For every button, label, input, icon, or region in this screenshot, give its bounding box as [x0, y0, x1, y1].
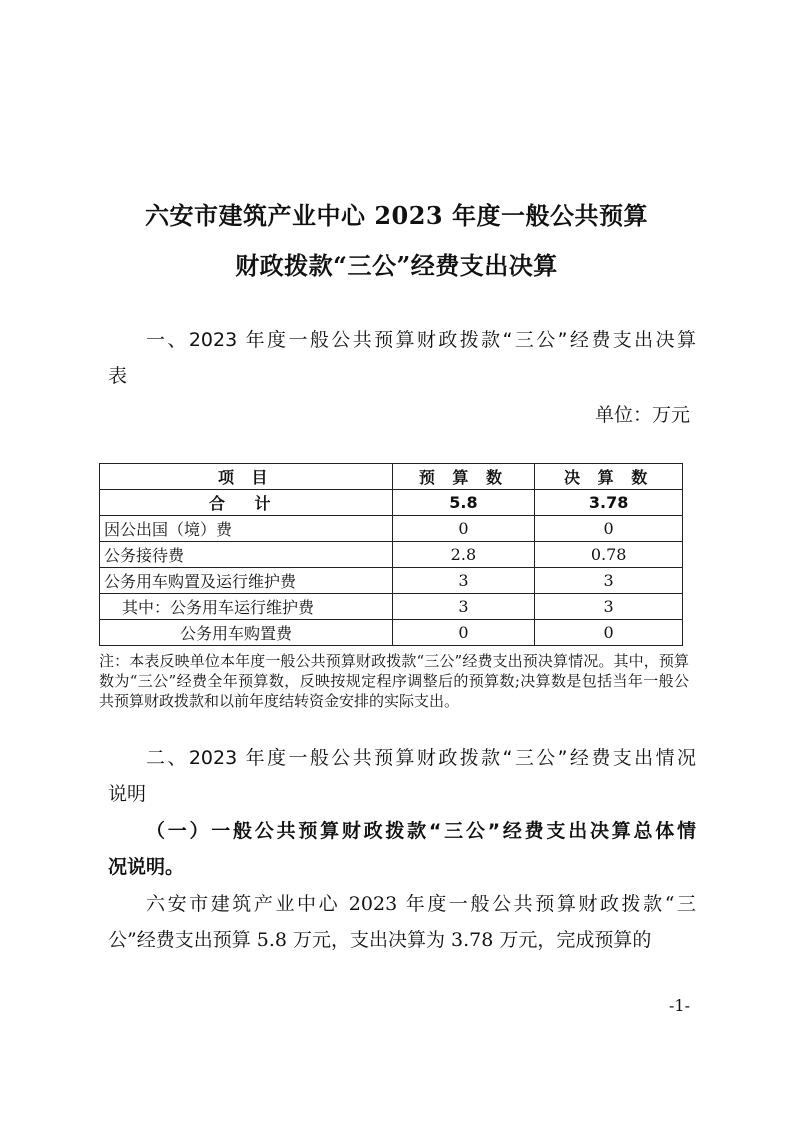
document-title-line1: 六安市建筑产业中心 2023 年度一般公共预算: [144, 201, 648, 230]
body-paragraph-line1: 六安市建筑产业中心 2023 年度一般公共预算财政拨款“三: [146, 893, 696, 915]
body-paragraph: [108, 886, 696, 958]
row-budget: 0: [392, 620, 535, 646]
row-final: 3: [535, 568, 683, 594]
table-row: [100, 542, 683, 568]
table-row: [100, 568, 683, 594]
section1-heading: [108, 322, 696, 394]
row-budget: 2.8: [392, 542, 535, 568]
row-budget: 5.8: [392, 490, 535, 516]
row-final: 3: [535, 594, 683, 620]
row-budget: 0: [392, 516, 535, 542]
row-label: 其中：公务用车运行维护费: [100, 594, 393, 620]
row-label: 公务用车购置及运行维护费: [100, 568, 393, 594]
row-label: 合 计: [100, 490, 393, 516]
section2-heading-line2: 说明: [108, 783, 147, 805]
row-budget: 3: [392, 568, 535, 594]
row-final: 3.78: [535, 490, 683, 516]
section2-heading: [108, 740, 696, 812]
unit-label: 单位：万元: [594, 404, 690, 426]
table-header-row: [100, 464, 683, 490]
document-title-line2: 财政拨款“三公”经费支出决算: [235, 251, 558, 280]
row-final: 0: [535, 620, 683, 646]
section2-heading-line1: 二、2023 年度一般公共预算财政拨款“三公”经费支出情况: [146, 747, 696, 769]
table-row-total: [100, 490, 683, 516]
subsection1-heading-line1: （一）一般公共预算财政拨款“三公”经费支出决算总体情: [146, 820, 696, 842]
header-budget: 预 算 数: [392, 464, 535, 490]
header-final: 决 算 数: [535, 464, 683, 490]
table-note: 注：本表反映单位本年度一般公共预算财政拨款“三公”经费支出预决算情况。其中，预算数为“三公”经费全年预算数，反映按规定程序调整后的预算数;决算数是包括当年一般公共预算财政拨款和以前年度结转资金安排的实际支出。: [99, 652, 689, 710]
row-final: 0.78: [535, 542, 683, 568]
table-row: [100, 594, 683, 620]
row-label: 公务接待费: [100, 542, 393, 568]
page-number: -1-: [669, 996, 690, 1015]
table-row: [100, 620, 683, 646]
subsection1-heading-line2: 况说明。: [108, 856, 185, 878]
section1-heading-line1: 一、2023 年度一般公共预算财政拨款“三公”经费支出决算: [146, 329, 696, 351]
body-paragraph-line2: 公”经费支出预算 5.8 万元，支出决算为 3.78 万元，完成预算的: [108, 929, 652, 951]
row-label: 公务用车购置费: [100, 620, 393, 646]
table-row: [100, 516, 683, 542]
subsection1-heading: [108, 813, 696, 885]
expense-table: [99, 463, 683, 646]
header-item: 项 目: [100, 464, 393, 490]
section1-heading-line2: 表: [108, 365, 128, 387]
row-final: 0: [535, 516, 683, 542]
row-budget: 3: [392, 594, 535, 620]
row-label: 因公出国（境）费: [100, 516, 393, 542]
